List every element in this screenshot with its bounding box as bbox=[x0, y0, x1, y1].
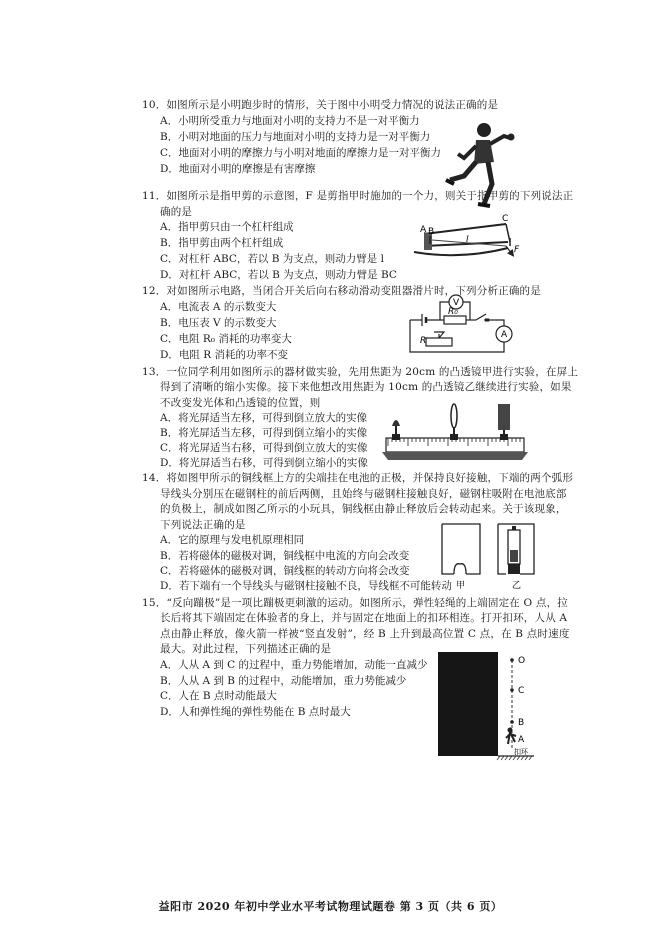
q13-option-a: A．将光屏适当左移，可得到倒立放大的实像 bbox=[160, 412, 368, 424]
reverse-bungee-figure bbox=[436, 650, 536, 762]
nail-clipper-figure bbox=[410, 212, 526, 272]
q15-stem-line1: 15．“反向蹦极”是一项比蹦极更刺激的运动。如图所示，弹性轻绳的上端固定在 O 点，拉 bbox=[142, 597, 568, 609]
q12-option-b: B．电压表 V 的示数变大 bbox=[160, 317, 277, 329]
voltmeter-label: V bbox=[453, 298, 460, 308]
label-a: A bbox=[518, 735, 525, 745]
label-o: O bbox=[518, 656, 526, 666]
q15-option-b: B．人从 A 到 B 的过程中，动能增加，重力势能减少 bbox=[160, 675, 407, 687]
optical-bench-figure bbox=[380, 398, 530, 470]
q12-option-c: C．电阻 R₀ 消耗的功率变大 bbox=[160, 333, 292, 345]
q14-stem-line2: 导线头分别压在磁钢柱的前后两侧，且始终与磁钢柱接触良好，磁钢柱吸附在电池底部 bbox=[160, 488, 567, 500]
q12-option-d: D．电阻 R 消耗的功率不变 bbox=[160, 349, 288, 361]
q15-option-a: A．人从 A 到 C 的过程中，重力势能增加，动能一直减少 bbox=[160, 659, 428, 671]
label-a: A bbox=[420, 225, 427, 235]
q14-stem-line3: 的负极上，制成如图乙所示的小玩具，铜线框由静止释放后会转动起来。关于该现象， bbox=[160, 503, 567, 515]
copper-frame-motor-figure bbox=[436, 520, 536, 590]
q11-stem-line2: 确的是 bbox=[160, 206, 193, 218]
r-label: R bbox=[420, 336, 427, 346]
q13-option-d: D．将光屏适当右移，可得到倒立缩小的实像 bbox=[160, 457, 368, 469]
r0-label: R₀ bbox=[448, 307, 458, 317]
q11-stem-line1: 11．如图所示是指甲剪的示意图，F 是剪指甲时施加的一个力，则关于指甲剪的下列说法正 bbox=[142, 190, 574, 202]
label-c: C bbox=[518, 686, 525, 696]
q14-option-c: C．若将磁体的磁极对调，铜线框的转动方向将会改变 bbox=[160, 565, 410, 577]
label-f: F bbox=[514, 245, 520, 255]
label-yi: 乙 bbox=[512, 581, 522, 590]
label-jia: 甲 bbox=[456, 581, 466, 590]
label-l: l bbox=[466, 235, 469, 245]
q13-stem-line2: 得到了清晰的缩小实像。接下来他想改用焦距为 10cm 的凸透镜乙继续进行实验，如果 bbox=[160, 381, 572, 393]
q13-stem-line1: 13．一位同学利用如图所示的器材做实验，先用焦距为 20cm 的凸透镜甲进行实验，在屏上 bbox=[142, 366, 579, 378]
q14-option-a: A．它的原理与发电机原理相同 bbox=[160, 534, 305, 546]
q15-stem-line2: 长后将其下端固定在体验者的身上，并与固定在地面上的扣环相连。打开扣环，人从 A bbox=[160, 612, 568, 624]
q11-option-c: C．对杠杆 ABC，若以 B 为支点，则动力臂是 l bbox=[160, 253, 384, 265]
q13-option-b: B．将光屏适当左移，可得到倒立缩小的实像 bbox=[160, 427, 368, 439]
q10-option-b: B．小明对地面的压力与地面对小明的支持力是一对平衡力 bbox=[160, 131, 431, 143]
q14-option-d: D．若下端有一个导线头与磁钢柱接触不良，导线框不可能转动 bbox=[160, 580, 452, 592]
q10-option-c: C．地面对小明的摩擦力与小明对地面的摩擦力是一对平衡力 bbox=[160, 147, 442, 159]
label-b: B bbox=[428, 227, 435, 237]
q13-option-c: C．将光屏适当右移，可得到倒立放大的实像 bbox=[160, 442, 368, 454]
q14-option-b: B．若将磁体的磁极对调，铜线框中电流的方向会改变 bbox=[160, 550, 410, 562]
q15-stem-line3: 点由静止释放，像火箭一样被“竖直发射”，经 B 上升到最高位置 C 点，在 B 点时速度 bbox=[160, 628, 570, 640]
q11-option-a: A．指甲剪只由一个杠杆组成 bbox=[160, 221, 294, 233]
q11-option-b: B．指甲剪由两个杠杆组成 bbox=[160, 237, 284, 249]
label-b: B bbox=[518, 718, 525, 728]
circuit-figure bbox=[400, 292, 522, 358]
q12-option-a: A．电流表 A 的示数变大 bbox=[160, 301, 277, 313]
q15-option-d: D．人和弹性绳的弹性势能在 B 点时最大 bbox=[160, 706, 351, 718]
q14-stem-line4: 下列说法正确的是 bbox=[160, 519, 246, 531]
q15-option-c: C．人在 B 点时动能最大 bbox=[160, 690, 277, 702]
q11-option-d: D．对杠杆 ABC，若以 B 为支点，则动力臂是 BC bbox=[160, 269, 397, 281]
label-ring: 扣环 bbox=[514, 748, 528, 756]
q13-stem-line3: 不改变发光体和凸透镜的位置，则 bbox=[160, 397, 321, 409]
ammeter-label: A bbox=[501, 330, 508, 340]
q14-stem-line1: 14．将如图甲所示的铜线框上方的尖端挂在电池的正极，并保持良好接触，下端的两个弧形 bbox=[142, 472, 574, 484]
q15-stem-line4: 最大。对此过程，下列描述正确的是 bbox=[160, 643, 332, 655]
q10-option-a: A．小明所受重力与地面对小明的支持力不是一对平衡力 bbox=[160, 115, 420, 127]
q10-option-d: D．地面对小明的摩擦是有害摩擦 bbox=[160, 163, 316, 175]
label-c: C bbox=[502, 214, 509, 224]
q12-stem: 12．对如图所示电路，当闭合开关后向右移动滑动变阻器滑片时，下列分析正确的是 bbox=[142, 285, 541, 297]
page-footer: 益阳市 2020 年初中学业水平考试物理试题卷 第 3 页（共 6 页） bbox=[158, 900, 503, 913]
q10-stem: 10．如图所示是小明跑步时的情形，关于图中小明受力情况的说法正确的是 bbox=[142, 99, 499, 111]
